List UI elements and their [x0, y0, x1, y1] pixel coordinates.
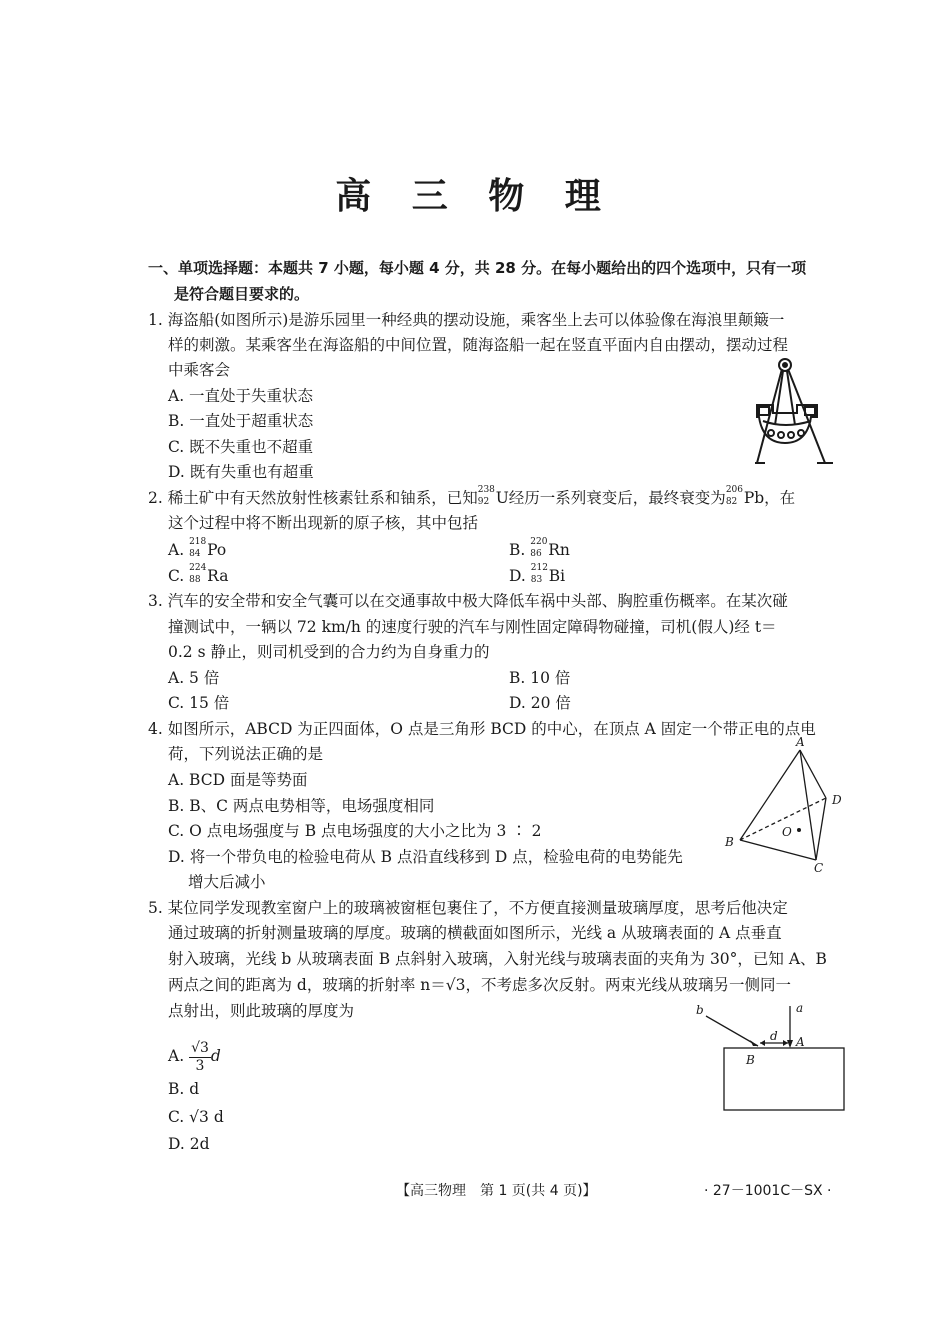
center-label-o: O — [782, 825, 792, 839]
q2-text-c: ，在 — [764, 489, 796, 507]
atomic-number: 88 — [189, 575, 201, 585]
exam-code: · 27－1001C－SX · — [704, 1183, 832, 1199]
q3-stem-3: 0.2 s 静止，则司机受到的合力约为自身重力的 — [168, 643, 490, 661]
q1-stem-1: 1. 海盗船(如图所示)是游乐园里一种经典的摆动设施，乘客坐上去可以体验像在海浪里颠簸一 — [148, 311, 785, 329]
element-symbol: U — [495, 489, 509, 507]
q3-option-b: B. 10 倍 — [509, 669, 571, 687]
q3-option-d: D. 20 倍 — [509, 694, 571, 712]
element-symbol: Po — [207, 541, 227, 559]
point-label-a: A — [796, 1035, 805, 1049]
option-label: B. — [509, 541, 526, 559]
mass-number: 220 — [530, 537, 548, 547]
mass-number: 212 — [530, 563, 548, 573]
q1-stem-3: 中乘客会 — [168, 361, 231, 379]
atomic-number: 84 — [189, 549, 201, 559]
q1-option-b: B. 一直处于超重状态 — [168, 412, 314, 430]
vertex-label-b: B — [725, 835, 734, 849]
q5-option-c: C. √3 d — [168, 1108, 224, 1126]
q1-option-a: A. 一直处于失重状态 — [168, 387, 314, 405]
q4-option-b: B. B、C 两点电势相等，电场强度相同 — [168, 797, 435, 815]
tetrahedron-figure — [722, 736, 850, 876]
mass-number: 224 — [189, 563, 207, 573]
q2-option-a — [168, 537, 227, 560]
q3-option-a: A. 5 倍 — [168, 669, 220, 687]
nuclide-pb206 — [725, 485, 765, 508]
section-header: 一、单项选择题：本题共 7 小题，每小题 4 分，共 28 分。在每小题给出的四个选项中，只有一项 — [148, 259, 807, 277]
element-symbol: Pb — [743, 489, 765, 507]
section-header-cont: 是符合题目要求的。 — [174, 285, 310, 303]
element-symbol: Ra — [207, 567, 229, 585]
vertex-label-a: A — [796, 736, 805, 749]
q4-option-c: C. O 点电场强度与 B 点电场强度的大小之比为 3 ∶ 2 — [168, 822, 542, 840]
q4-option-d: D. 将一个带负电的检验电荷从 B 点沿直线移到 D 点，检验电荷的电势能先 — [168, 848, 683, 866]
q1-stem-2: 样的刺激。某乘客坐在海盗船的中间位置，随海盗船一起在竖直平面内自由摆动，摆动过程 — [168, 336, 789, 354]
q5-stem-5: 点射出，则此玻璃的厚度为 — [168, 1002, 355, 1020]
q5-stem-1: 5. 某位同学发现教室窗户上的玻璃被窗框包裹住了，不方便直接测量玻璃厚度，思考后他决定 — [148, 899, 788, 917]
vertex-label-c: C — [814, 861, 824, 875]
glass-refraction-figure — [692, 998, 848, 1114]
q1-option-d: D. 既有失重也有超重 — [168, 463, 314, 481]
q5-option-a — [168, 1038, 221, 1075]
atomic-number: 86 — [530, 549, 542, 559]
option-label: C. — [168, 567, 185, 585]
element-symbol: Rn — [548, 541, 570, 559]
page-title: 高 三 物 理 — [335, 176, 615, 217]
q2-text-a: 2. 稀土矿中有天然放射性核素钍系和铀系，已知 — [148, 489, 478, 507]
option-label: D. — [509, 567, 526, 585]
ray-label-b: b — [696, 1003, 704, 1017]
q2-stem-2: 这个过程中将不断出现新的原子核，其中包括 — [168, 514, 479, 532]
variable: d — [210, 1047, 221, 1065]
fraction-numerator: √3 — [191, 1039, 209, 1056]
distance-label-d: d — [770, 1029, 778, 1043]
fraction-denominator: 3 — [195, 1057, 205, 1074]
q3-option-c: C. 15 倍 — [168, 694, 230, 712]
q2-option-d — [509, 563, 566, 586]
pirate-ship-figure — [755, 355, 855, 473]
mass-number: 206 — [725, 485, 743, 495]
ray-label-a: a — [796, 1001, 804, 1015]
mass-number: 218 — [189, 537, 207, 547]
q2-option-c — [168, 563, 229, 586]
atomic-number: 83 — [530, 575, 543, 585]
q5-stem-2: 通过玻璃的折射测量玻璃的厚度。玻璃的横截面如图所示，光线 a 从玻璃表面的 A 点垂直 — [168, 924, 782, 942]
q5-stem-4: 两点之间的距离为 d，玻璃的折射率 n＝√3，不考虑多次反射。两束光线从玻璃另一侧同一 — [168, 976, 791, 994]
q5-option-b: B. d — [168, 1080, 200, 1098]
q2-option-b — [509, 537, 570, 560]
q2-text-b: 经历一系列衰变后，最终衰变为 — [508, 489, 726, 507]
q4-stem-1: 4. 如图所示，ABCD 为正四面体，O 点是三角形 BCD 的中心，在顶点 A 固定一个带正电的点电 — [148, 720, 816, 738]
q2-stem-1 — [148, 485, 796, 508]
q4-stem-2: 荷，下列说法正确的是 — [168, 745, 324, 763]
q5-stem-3: 射入玻璃，光线 b 从玻璃表面 B 点斜射入玻璃，入射光线与玻璃表面的夹角为 30°，已知 A、B — [168, 950, 827, 968]
page-footer: 【高三物理 第 1 页(共 4 页)】 — [396, 1183, 597, 1199]
element-symbol: Bi — [548, 567, 566, 585]
atomic-number: 92 — [477, 497, 490, 507]
q5-option-d: D. 2d — [168, 1135, 210, 1153]
fraction — [189, 1040, 211, 1075]
nuclide-u238 — [477, 485, 509, 508]
q3-stem-2: 撞测试中，一辆以 72 km/h 的速度行驶的汽车与刚性固定障碍物碰撞，司机(假人)经 t＝ — [168, 618, 777, 636]
q4-option-d-cont: 增大后减小 — [188, 873, 266, 891]
mass-number: 238 — [477, 485, 495, 495]
atomic-number: 82 — [725, 497, 738, 507]
vertex-label-d: D — [832, 793, 842, 807]
option-label: A. — [168, 541, 185, 559]
option-label: A. — [168, 1047, 185, 1065]
q1-option-c: C. 既不失重也不超重 — [168, 438, 314, 456]
q3-stem-1: 3. 汽车的安全带和安全气囊可以在交通事故中极大降低车祸中头部、胸腔重伤概率。在某次碰 — [148, 592, 788, 610]
point-label-b: B — [746, 1053, 755, 1067]
q4-option-a: A. BCD 面是等势面 — [168, 771, 308, 789]
